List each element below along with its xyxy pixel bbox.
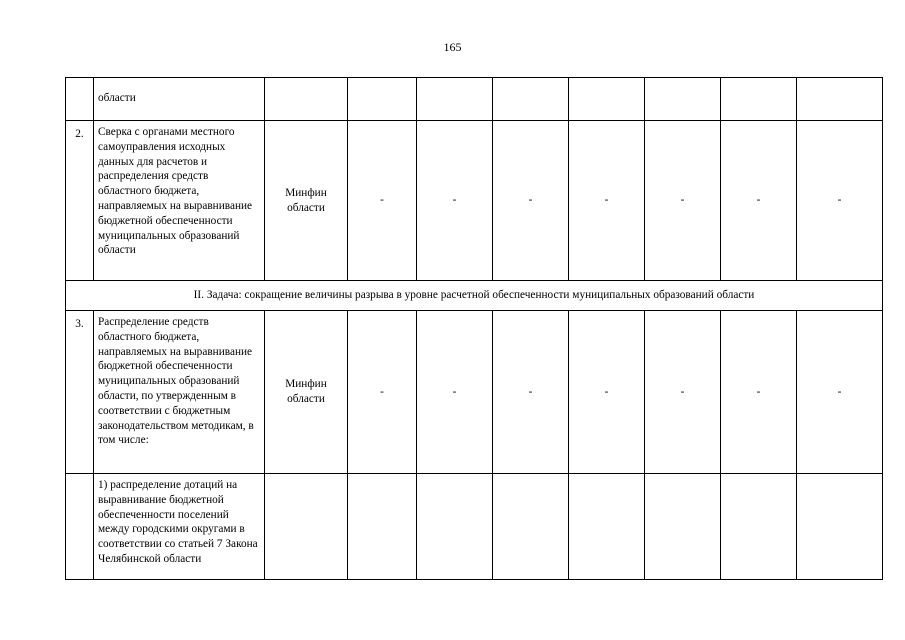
value-cell [797,78,883,121]
value-cell: - [417,311,493,474]
value-cell: - [493,311,569,474]
plan-table [65,77,883,580]
value-cell [348,474,417,580]
value-cell: - [493,121,569,281]
page-number: 165 [443,40,462,54]
table-row [66,474,883,580]
value-cell [493,78,569,121]
value-cell: - [721,311,797,474]
value-cell [493,474,569,580]
row-description: Сверка с органами местного самоуправления исходных данных для расчетов и распределения средств областного бюджета, направляемых на выравнивание бюджетной обеспеченности муниципальных образований области [94,121,265,281]
row-description: 1) распределение дотаций на выравнивание бюджетной обеспеченности поселений между городскими округами в соответствии со статьей 7 Закона Челябинской области [94,474,265,580]
row-number [66,474,94,580]
value-cell: - [645,121,721,281]
value-cell [569,78,645,121]
row-executor: Минфин области [265,121,348,281]
row-executor [265,78,348,121]
row-number [66,78,94,121]
value-cell: - [348,311,417,474]
value-cell: - [417,121,493,281]
value-cell: - [569,311,645,474]
row-executor: Минфин области [265,311,348,474]
table-row [66,78,883,121]
row-executor [265,474,348,580]
value-cell [417,474,493,580]
value-cell: - [797,121,883,281]
value-cell [569,474,645,580]
value-cell: - [645,311,721,474]
row-number: 2. [66,121,94,281]
value-cell [721,78,797,121]
value-cell: - [569,121,645,281]
row-description: Распределение средств областного бюджета, направляемых на выравнивание бюджетной обеспеченности муниципальных образований области, по утвержденным в соответствии с бюджетным законодательством методикам, в том числе: [94,311,265,474]
value-cell [417,78,493,121]
value-cell [645,474,721,580]
value-cell [797,474,883,580]
row-description: области [94,78,265,121]
table-row [66,311,883,474]
row-number: 3. [66,311,94,474]
value-cell [645,78,721,121]
value-cell: - [721,121,797,281]
task-heading: II. Задача: сокращение величины разрыва в уровне расчетной обеспеченности муниципальных образований области [66,281,883,311]
value-cell: - [797,311,883,474]
value-cell [721,474,797,580]
table-row [66,121,883,281]
value-cell: - [348,121,417,281]
value-cell [348,78,417,121]
task-row [66,281,883,311]
